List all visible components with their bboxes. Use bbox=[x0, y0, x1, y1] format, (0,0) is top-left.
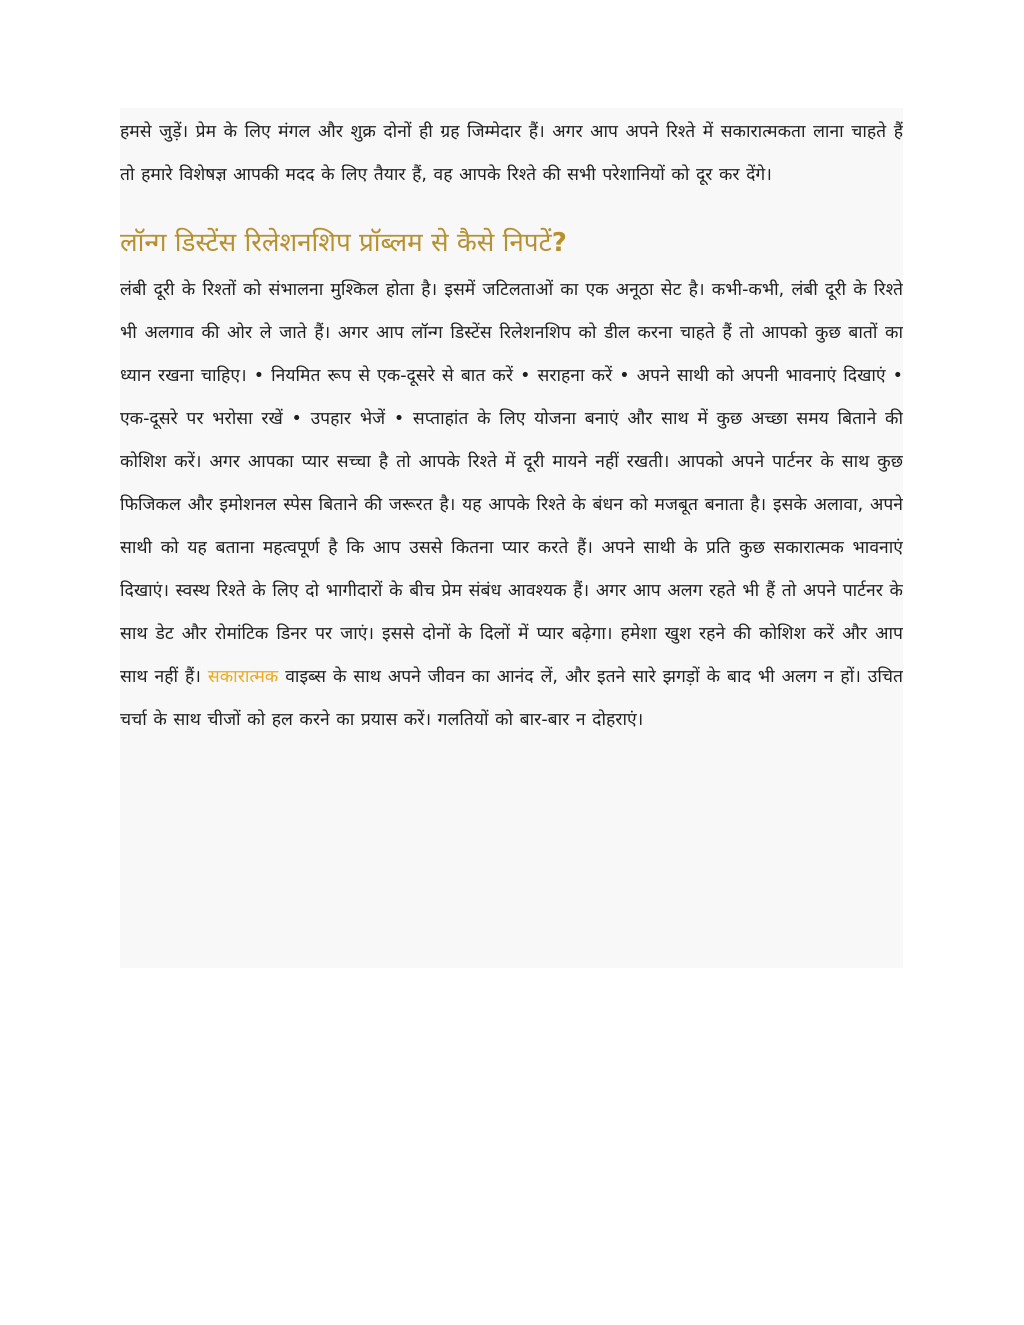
section-body-paragraph bbox=[120, 269, 903, 742]
section-heading-question-mark: ? bbox=[551, 228, 567, 258]
positive-inline-link[interactable]: सकारात्मक bbox=[207, 667, 279, 687]
article-content-block bbox=[120, 108, 903, 968]
body-text-before-link: लंबी दूरी के रिश्तों को संभालना मुश्किल होता है। इसमें जटिलताओं का एक अनूठा सेट है। कभी-कभी, लंबी दूरी के रिश्ते भी अलगाव की ओर ले जाते हैं। अगर आप लॉन्ग डिस्टेंस रिलेशनशिप को डील करना चाहते हैं तो आपको कुछ बातों का ध्यान रखना चाहिए। • नियमित रूप से एक-दूसरे से बात करें • सराहना करें • अपने साथी को अपनी भावनाएं दिखाएं • एक-दूसरे पर भरोसा रखें • उपहार भेजें • सप्ताहांत के लिए योजना बनाएं और साथ में कुछ अच्छा समय बिताने की कोशिश करें। अगर आपका प्यार सच्चा है तो आपके रिश्ते में दूरी मायने नहीं रखती। आपको अपने पार्टनर के साथ कुछ फिजिकल और इमोशनल स्पेस बिताने की जरूरत है। यह आपके रिश्ते के बंधन को मजबूत बनाता है। इसके अलावा, अपने साथी को यह बताना महत्वपूर्ण है कि आप उससे कितना प्यार करते हैं। अपने साथी के प्रति कुछ सकारात्मक भावनाएं दिखाएं। स्वस्थ रिश्ते के लिए दो भागीदारों के बीच प्रेम संबंध आवश्यक हैं। अगर आप अलग रहते भी हैं तो अपने पार्टनर के साथ डेट और रोमांटिक डिनर पर जाएं। इससे दोनों के दिलों में प्यार बढ़ेगा। हमेशा खुश रहने की कोशिश करें और आप साथ नहीं हैं। bbox=[120, 280, 903, 687]
section-heading bbox=[120, 225, 903, 261]
section-heading-text: लॉन्ग डिस्टेंस रिलेशनशिप प्रॉब्लम से कैसे निपटें bbox=[120, 228, 552, 258]
body-text-after-link: वाइब्स के साथ अपने जीवन का आनंद लें, और इतने सारे झगड़ों के बाद भी अलग न हों। उचित चर्चा के साथ चीजों को हल करने का प्रयास करें। गलतियों को बार-बार न दोहराएं। bbox=[120, 667, 903, 730]
intro-paragraph: हमसे जुड़ें। प्रेम के लिए मंगल और शुक्र दोनों ही ग्रह जिम्मेदार हैं। अगर आप अपने रिश्ते में सकारात्मकता लाना चाहते हैं तो हमारे विशेषज्ञ आपकी मदद के लिए तैयार हैं, वह आपके रिश्ते की सभी परेशानियों को दूर कर देंगे। bbox=[120, 122, 903, 185]
